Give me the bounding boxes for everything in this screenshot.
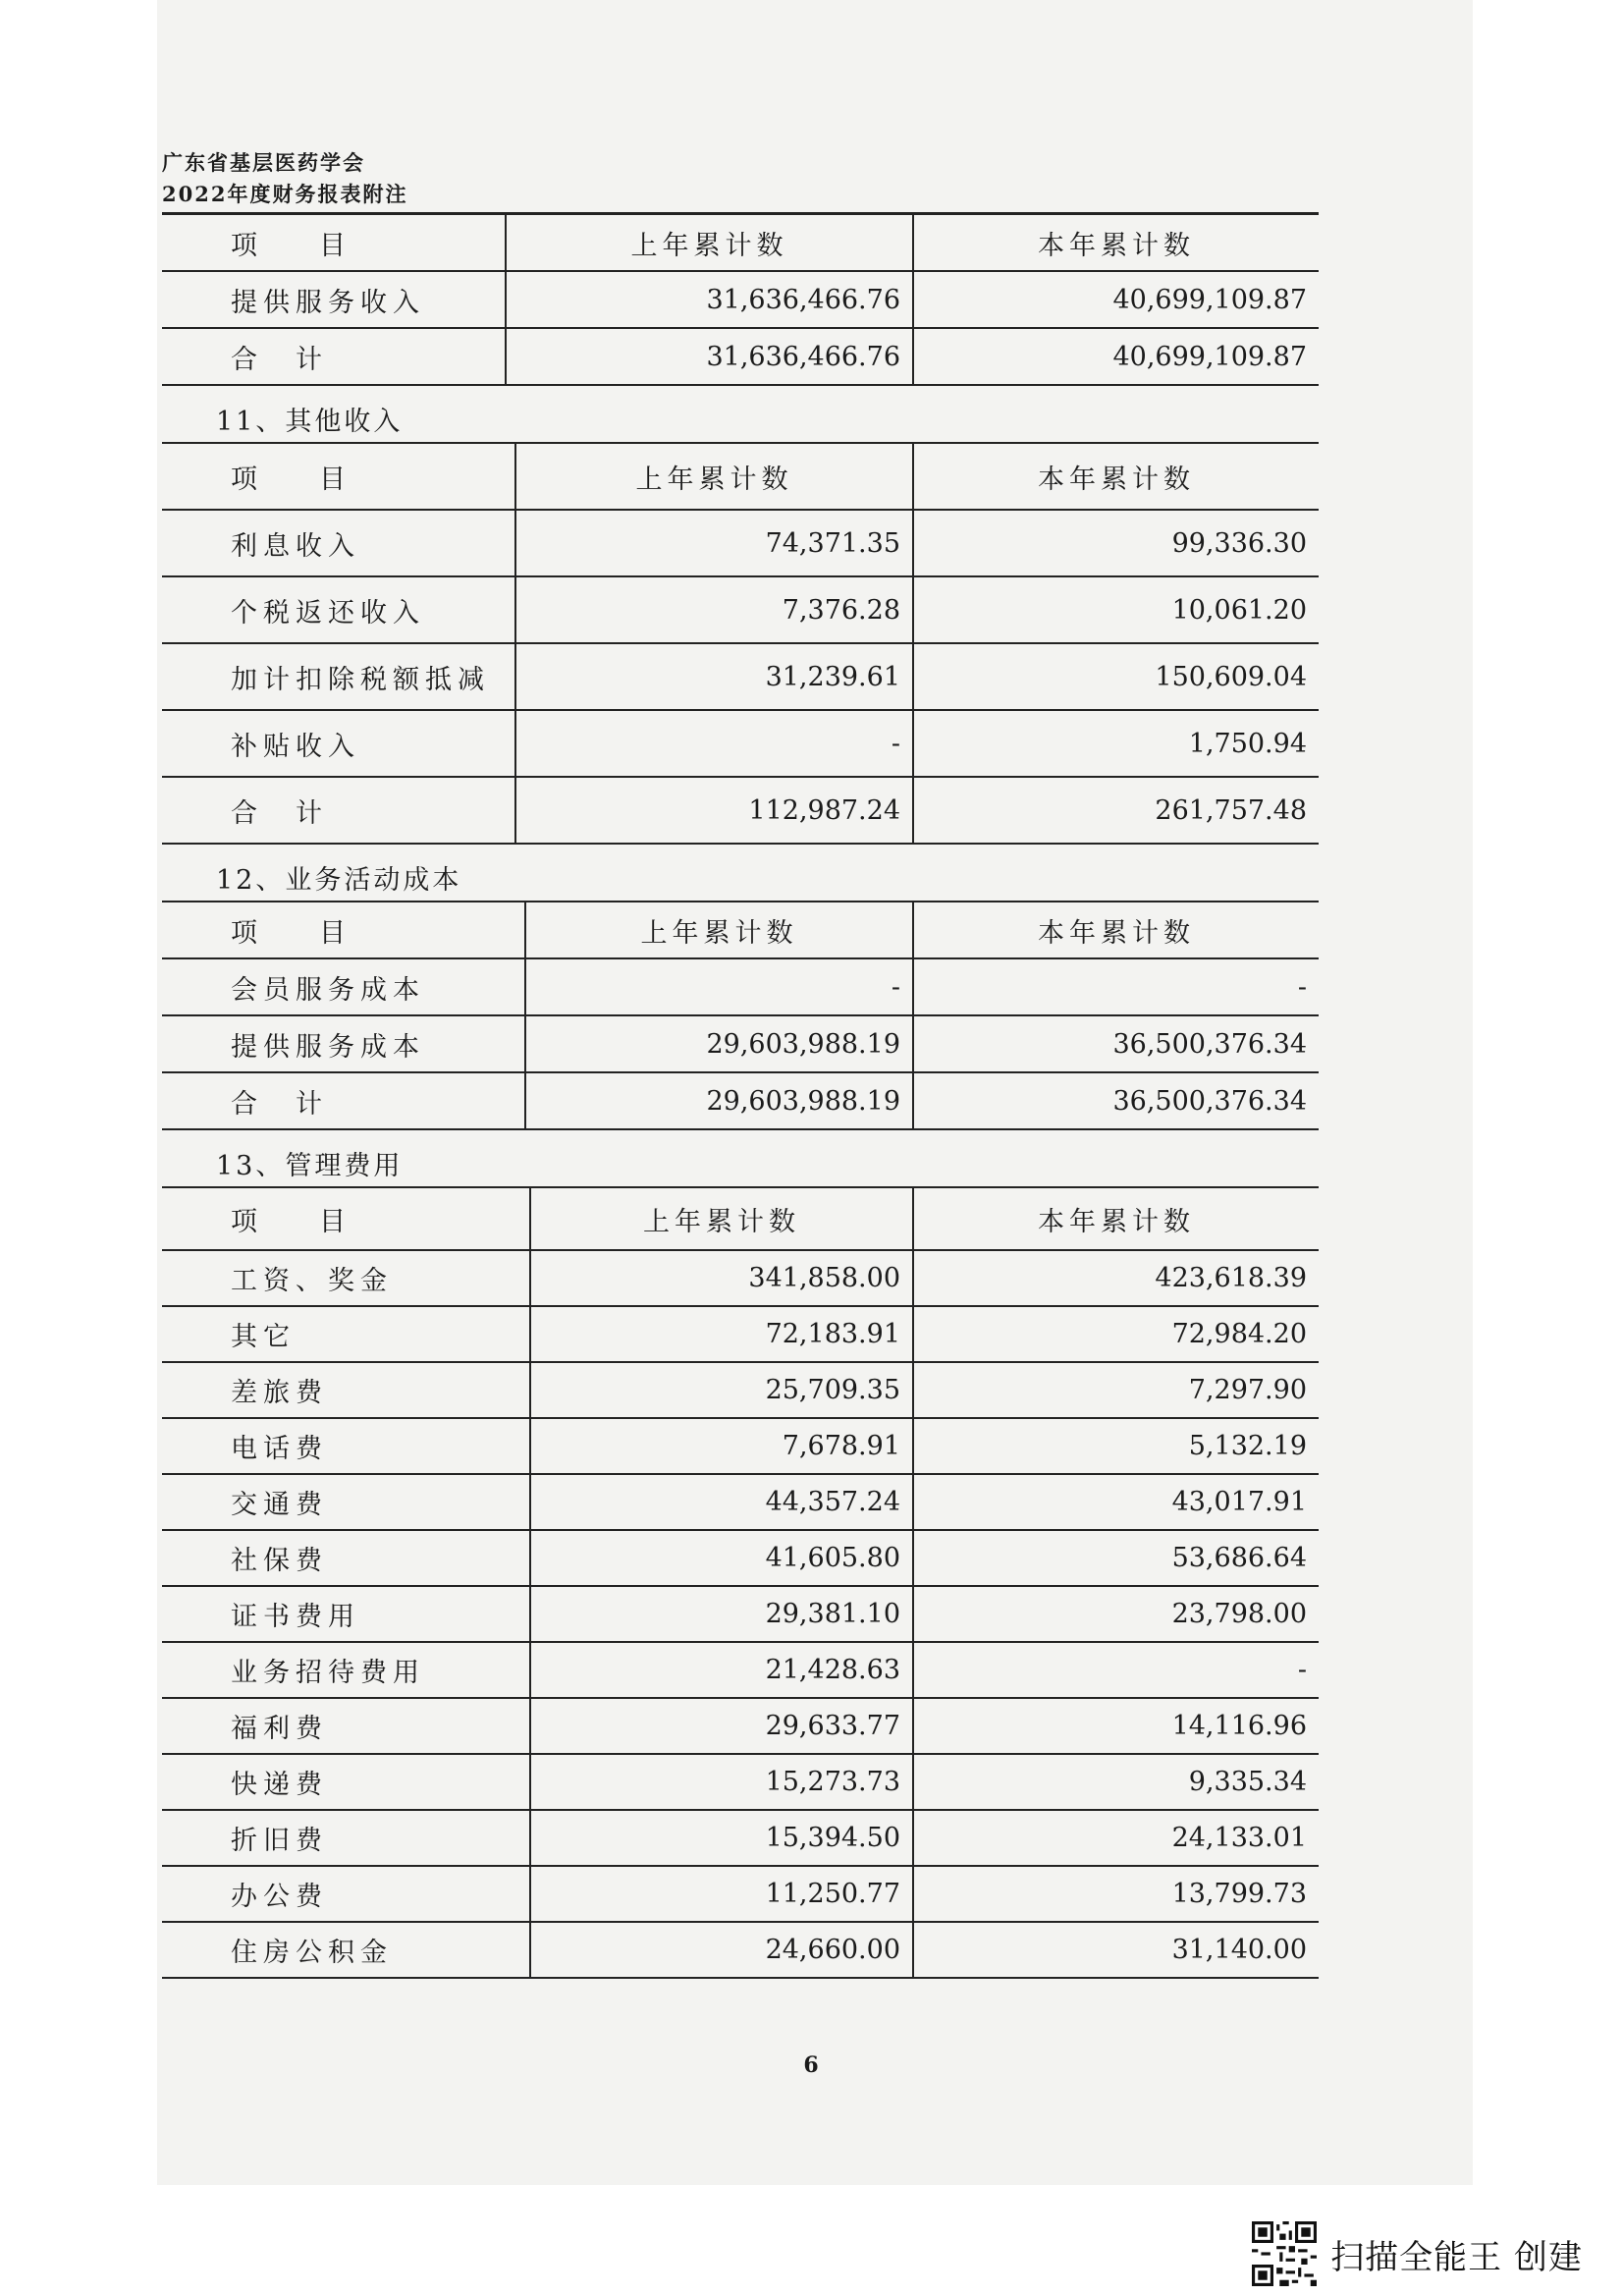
row-label: 社保费: [162, 1530, 530, 1586]
prev-value: 72,183.91: [530, 1306, 913, 1362]
row-label: 办公费: [162, 1866, 530, 1922]
row-label: 电话费: [162, 1418, 530, 1474]
table-row: [162, 710, 1319, 777]
qr-code-icon: [1252, 2221, 1317, 2286]
column-header-curr: 本年累计数: [913, 902, 1319, 958]
curr-value: 10,061.20: [913, 576, 1319, 643]
column-header-item: 项 目: [162, 215, 506, 271]
service-income-table: [162, 215, 1319, 386]
table-row: [162, 1306, 1319, 1362]
table-row: [162, 1015, 1319, 1072]
row-label: 证书费用: [162, 1586, 530, 1642]
prev-value: 29,633.77: [530, 1698, 913, 1754]
row-label: 提供服务收入: [162, 271, 506, 328]
table-row: [162, 1250, 1319, 1306]
row-label: 住房公积金: [162, 1922, 530, 1978]
prev-value: 341,858.00: [530, 1250, 913, 1306]
table-row: [162, 510, 1319, 576]
table-header-row: [162, 443, 1319, 510]
document-subtitle: 2022年度财务报表附注: [162, 182, 408, 206]
prev-value: 11,250.77: [530, 1866, 913, 1922]
row-label: 会员服务成本: [162, 958, 525, 1015]
scanner-watermark-text: 扫描全能王 创建: [1330, 2237, 1583, 2277]
table-row: [162, 271, 1319, 328]
prev-value: 15,394.50: [530, 1810, 913, 1866]
column-header-prev: 上年累计数: [506, 215, 913, 271]
row-label: 补贴收入: [162, 710, 515, 777]
prev-value: -: [525, 958, 913, 1015]
row-label: 快递费: [162, 1754, 530, 1810]
curr-value: 36,500,376.34: [913, 1072, 1319, 1129]
prev-value: 31,636,466.76: [506, 328, 913, 385]
row-label: 合 计: [162, 777, 515, 844]
prev-value: 21,428.63: [530, 1642, 913, 1698]
row-label: 合 计: [162, 1072, 525, 1129]
prev-value: 7,376.28: [515, 576, 913, 643]
prev-value: -: [515, 710, 913, 777]
row-label: 交通费: [162, 1474, 530, 1530]
curr-value: 53,686.64: [913, 1530, 1319, 1586]
prev-value: 74,371.35: [515, 510, 913, 576]
column-header-prev: 上年累计数: [515, 443, 913, 510]
curr-value: -: [913, 958, 1319, 1015]
table-row: [162, 1530, 1319, 1586]
prev-value: 15,273.73: [530, 1754, 913, 1810]
row-label: 提供服务成本: [162, 1015, 525, 1072]
row-label: 折旧费: [162, 1810, 530, 1866]
row-label: 福利费: [162, 1698, 530, 1754]
table-row: [162, 1474, 1319, 1530]
curr-value: 423,618.39: [913, 1250, 1319, 1306]
column-header-item: 项 目: [162, 443, 515, 510]
curr-value: 40,699,109.87: [913, 271, 1319, 328]
table-row: [162, 328, 1319, 385]
curr-value: 99,336.30: [913, 510, 1319, 576]
table-header-row: [162, 215, 1319, 271]
organization-name: 广东省基层医药学会: [162, 150, 365, 175]
table-row: [162, 777, 1319, 844]
curr-value: 5,132.19: [913, 1418, 1319, 1474]
table-row: [162, 1810, 1319, 1866]
table-row: [162, 576, 1319, 643]
row-label: 加计扣除税额抵减: [162, 643, 515, 710]
table-row: [162, 1418, 1319, 1474]
section-title-admin-expenses: 13、管理费用: [216, 1151, 404, 1181]
table-row: [162, 1642, 1319, 1698]
scanner-watermark: [1252, 2221, 1583, 2286]
table-row: [162, 1698, 1319, 1754]
activity-cost-table: [162, 901, 1319, 1130]
table-row: [162, 1072, 1319, 1129]
table-row: [162, 1866, 1319, 1922]
document-body: [162, 147, 1319, 1979]
curr-value: 23,798.00: [913, 1586, 1319, 1642]
curr-value: 40,699,109.87: [913, 328, 1319, 385]
column-header-item: 项 目: [162, 1187, 530, 1250]
table-header-row: [162, 1187, 1319, 1250]
prev-value: 41,605.80: [530, 1530, 913, 1586]
prev-value: 25,709.35: [530, 1362, 913, 1418]
curr-value: 31,140.00: [913, 1922, 1319, 1978]
prev-value: 29,603,988.19: [525, 1072, 913, 1129]
curr-value: -: [913, 1642, 1319, 1698]
table-row: [162, 1586, 1319, 1642]
prev-value: 29,381.10: [530, 1586, 913, 1642]
prev-value: 24,660.00: [530, 1922, 913, 1978]
curr-value: 72,984.20: [913, 1306, 1319, 1362]
row-label: 合 计: [162, 328, 506, 385]
section-title-other-income: 11、其他收入: [216, 407, 404, 437]
column-header-prev: 上年累计数: [530, 1187, 913, 1250]
curr-value: 43,017.91: [913, 1474, 1319, 1530]
prev-value: 7,678.91: [530, 1418, 913, 1474]
table-row: [162, 643, 1319, 710]
column-header-item: 项 目: [162, 902, 525, 958]
table-row: [162, 958, 1319, 1015]
row-label: 利息收入: [162, 510, 515, 576]
curr-value: 1,750.94: [913, 710, 1319, 777]
prev-value: 112,987.24: [515, 777, 913, 844]
column-header-curr: 本年累计数: [913, 443, 1319, 510]
row-label: 差旅费: [162, 1362, 530, 1418]
table-row: [162, 1922, 1319, 1978]
column-header-curr: 本年累计数: [913, 215, 1319, 271]
curr-value: 150,609.04: [913, 643, 1319, 710]
prev-value: 44,357.24: [530, 1474, 913, 1530]
curr-value: 7,297.90: [913, 1362, 1319, 1418]
curr-value: 14,116.96: [913, 1698, 1319, 1754]
page-number: 6: [803, 2052, 819, 2078]
row-label: 业务招待费用: [162, 1642, 530, 1698]
column-header-prev: 上年累计数: [525, 902, 913, 958]
table-header-row: [162, 902, 1319, 958]
prev-value: 29,603,988.19: [525, 1015, 913, 1072]
column-header-curr: 本年累计数: [913, 1187, 1319, 1250]
prev-value: 31,636,466.76: [506, 271, 913, 328]
curr-value: 24,133.01: [913, 1810, 1319, 1866]
row-label: 工资、奖金: [162, 1250, 530, 1306]
prev-value: 31,239.61: [515, 643, 913, 710]
section-title-activity-cost: 12、业务活动成本: [216, 865, 462, 896]
curr-value: 9,335.34: [913, 1754, 1319, 1810]
table-row: [162, 1362, 1319, 1418]
curr-value: 261,757.48: [913, 777, 1319, 844]
other-income-table: [162, 442, 1319, 845]
curr-value: 36,500,376.34: [913, 1015, 1319, 1072]
curr-value: 13,799.73: [913, 1866, 1319, 1922]
row-label: 其它: [162, 1306, 530, 1362]
row-label: 个税返还收入: [162, 576, 515, 643]
admin-expenses-table: [162, 1186, 1319, 1979]
table-row: [162, 1754, 1319, 1810]
